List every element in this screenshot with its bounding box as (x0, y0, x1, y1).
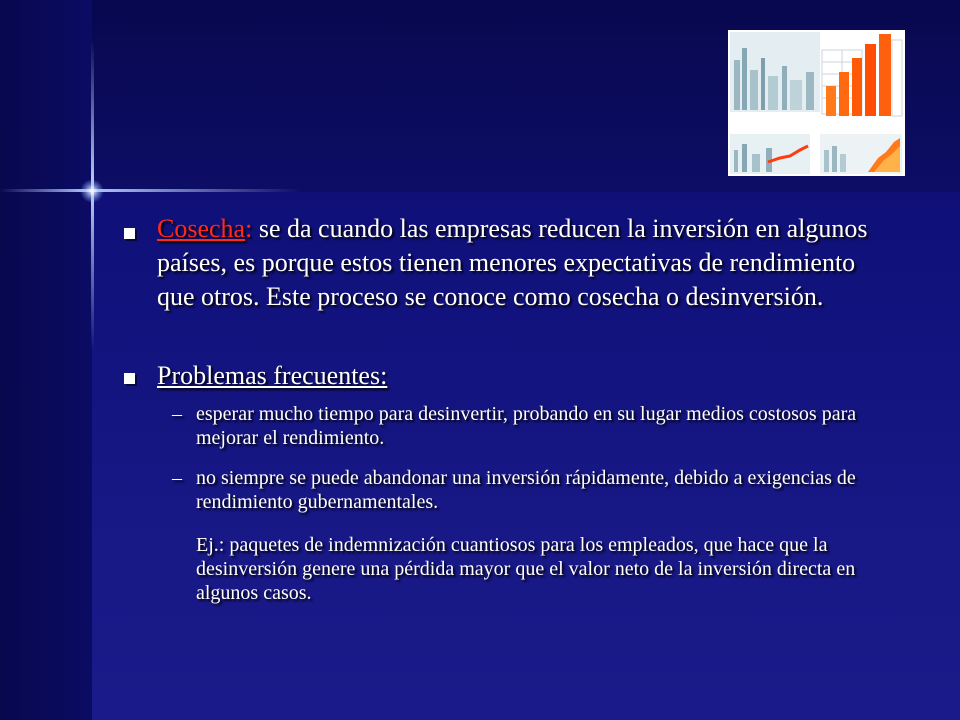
cosecha-description: se da cuando las empresas reducen la inversión en algunos países, es porque estos tienen menores expectativas de rendimiento que otros. Este proceso se conoce como cosecha o desinversión. (157, 214, 868, 311)
bullet-marker (124, 373, 135, 384)
sub-bullet-item: esperar mucho tiempo para desinvertir, probando en su lugar medios costosos para mejorar el rendimiento. (196, 403, 857, 449)
term-colon: : (245, 214, 253, 243)
bullet-cosecha (157, 212, 897, 314)
term-cosecha: Cosecha (157, 214, 246, 243)
sub-bullet-dash: – (172, 467, 182, 489)
problemas-heading: Problemas frecuentes: (157, 361, 388, 390)
bullet-marker (124, 228, 135, 239)
bullet-problemas (157, 359, 897, 393)
example-paragraph: Ej.: paquetes de indemnización cuantiosos para los empleados, que hace que la desinversión genere una pérdida mayor que el valor neto de la inversión directa en algunos casos. (196, 534, 856, 604)
sub-bullet-dash: – (172, 403, 182, 425)
sub-bullet-item: no siempre se puede abandonar una inversión rápidamente, debido a exigencias de rendimiento gubernamentales. (196, 467, 856, 513)
